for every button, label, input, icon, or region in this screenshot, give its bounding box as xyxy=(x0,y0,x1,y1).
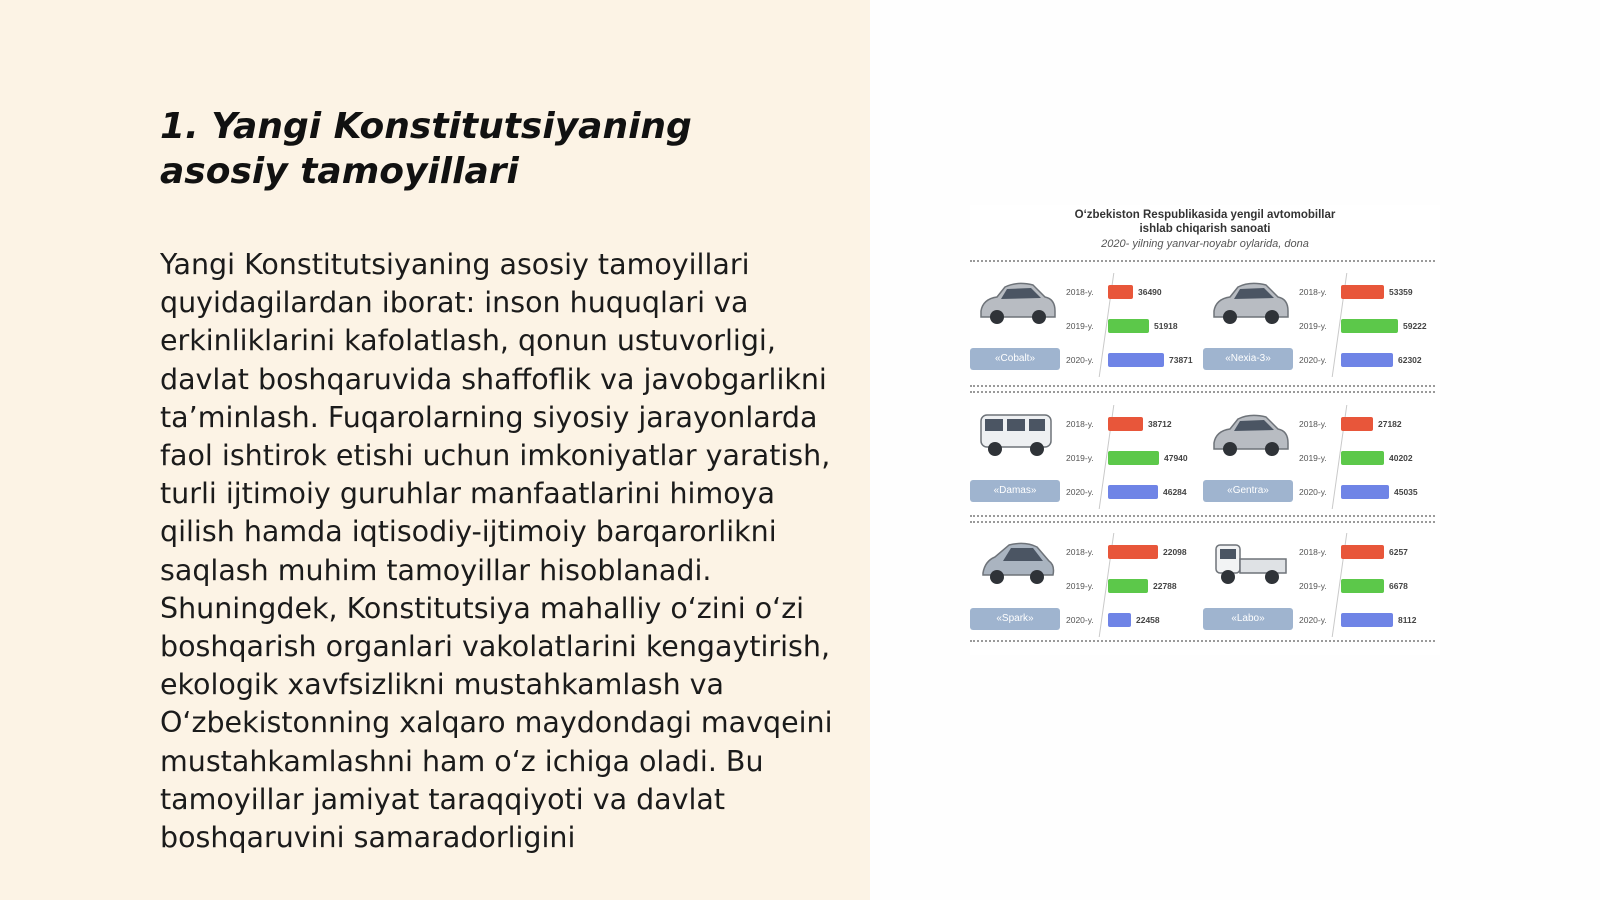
production-bar xyxy=(1341,285,1384,299)
year-label: 2018-y. xyxy=(1299,547,1327,557)
model-name-badge: «Spark» xyxy=(970,608,1060,630)
production-value: 46284 xyxy=(1163,487,1187,497)
production-bar xyxy=(1341,579,1384,593)
year-label: 2018-y. xyxy=(1066,547,1094,557)
year-label: 2018-y. xyxy=(1066,419,1094,429)
model-block xyxy=(970,263,1202,383)
sedan-icon xyxy=(1208,271,1292,331)
production-bar xyxy=(1341,545,1384,559)
year-label: 2020-y. xyxy=(1066,487,1094,497)
production-bar xyxy=(1108,417,1143,431)
production-value: 22098 xyxy=(1163,547,1187,557)
divider xyxy=(970,515,1435,518)
production-bar xyxy=(1108,353,1164,367)
production-value: 47940 xyxy=(1164,453,1188,463)
production-value: 51918 xyxy=(1154,321,1178,331)
model-block xyxy=(970,395,1202,515)
model-name-badge: «Damas» xyxy=(970,480,1060,502)
model-block xyxy=(1203,395,1435,515)
model-block xyxy=(970,523,1202,643)
production-value: 36490 xyxy=(1138,287,1162,297)
production-value: 62302 xyxy=(1398,355,1422,365)
year-label: 2020-y. xyxy=(1299,355,1327,365)
production-bar xyxy=(1341,451,1384,465)
production-bar xyxy=(1341,485,1389,499)
production-value: 8112 xyxy=(1398,615,1417,625)
divider xyxy=(970,391,1435,394)
model-block xyxy=(1203,263,1435,383)
production-value: 6678 xyxy=(1389,581,1408,591)
model-name-badge: «Cobalt» xyxy=(970,348,1060,370)
production-bar xyxy=(1108,285,1133,299)
production-bar xyxy=(1108,613,1131,627)
slide-heading: 1. Yangi Konstitutsiyaning asosiy tamoyillari xyxy=(160,106,692,192)
year-label: 2019-y. xyxy=(1066,321,1094,331)
year-label: 2018-y. xyxy=(1066,287,1094,297)
year-label: 2020-y. xyxy=(1299,487,1327,497)
year-label: 2019-y. xyxy=(1066,581,1094,591)
production-bar xyxy=(1341,417,1373,431)
production-value: 22788 xyxy=(1153,581,1177,591)
year-label: 2018-y. xyxy=(1299,287,1327,297)
year-label: 2020-y. xyxy=(1299,615,1327,625)
production-bar xyxy=(1341,353,1393,367)
model-name-badge: «Nexia-3» xyxy=(1203,348,1293,370)
production-value: 40202 xyxy=(1389,453,1413,463)
car-production-infographic xyxy=(970,205,1440,655)
production-value: 59222 xyxy=(1403,321,1427,331)
production-bar xyxy=(1341,613,1393,627)
production-value: 45035 xyxy=(1394,487,1418,497)
production-value: 27182 xyxy=(1378,419,1402,429)
truck-icon xyxy=(1208,531,1292,591)
production-bar xyxy=(1108,485,1158,499)
year-label: 2020-y. xyxy=(1066,615,1094,625)
production-bar xyxy=(1108,451,1159,465)
production-bar xyxy=(1108,579,1148,593)
production-bar xyxy=(1341,319,1398,333)
production-value: 53359 xyxy=(1389,287,1413,297)
van-icon xyxy=(975,403,1059,463)
model-block xyxy=(1203,523,1435,643)
infographic-subtitle: 2020- yilning yanvar-noyabr oylarida, dona xyxy=(1101,238,1309,250)
slide-body-text: Yangi Konstitutsiyaning asosiy tamoyillari quyidagilardan iborat: inson huquqlari va erkinliklarini kafolatlash, qonun ustuvorligi, davlat boshqaruvida shaffoflik va javobgarlikni ta’minlash. Fuqarolarning siyosiy jarayonlarda faol ishtirok etishi uchun imkoniyatlar yaratish, turli ijtimoiy guruhlar manfaatlarini himoya qilish hamda iqtisodiy-ijtimoiy barqarorlikni saqlash muhim tamoyillar hisoblanadi. Shuningdek, Konstitutsiya mahalliy o‘zini o‘zi boshqarish organlari vakolatlarini kengaytirish, ekologik xavfsizlikni mustahkamlash va O‘zbekistonning xalqaro maydondagi mavqeini mustahkamlashni ham o‘z ichiga oladi. Bu tamoyillar jamiyat taraqqiyoti va davlat boshqaruvini samaradorligini xyxy=(160,248,833,855)
year-label: 2019-y. xyxy=(1299,453,1327,463)
year-label: 2018-y. xyxy=(1299,419,1327,429)
model-name-badge: «Labo» xyxy=(1203,608,1293,630)
year-label: 2019-y. xyxy=(1299,581,1327,591)
production-value: 22458 xyxy=(1136,615,1160,625)
divider xyxy=(970,385,1435,388)
sedan-icon xyxy=(1208,403,1292,463)
production-bar xyxy=(1108,545,1158,559)
infographic-title: O‘zbekiston Respublikasida yengil avtomobillar xyxy=(1074,209,1336,221)
production-bar xyxy=(1108,319,1149,333)
model-name-badge: «Gentra» xyxy=(1203,480,1293,502)
sedan-icon xyxy=(975,271,1059,331)
hatchback-icon xyxy=(975,531,1059,591)
year-label: 2019-y. xyxy=(1066,453,1094,463)
year-label: 2019-y. xyxy=(1299,321,1327,331)
production-value: 6257 xyxy=(1389,547,1408,557)
infographic-title-line2: ishlab chiqarish sanoati xyxy=(1139,223,1271,235)
production-value: 38712 xyxy=(1148,419,1172,429)
year-label: 2020-y. xyxy=(1066,355,1094,365)
production-value: 73871 xyxy=(1169,355,1193,365)
